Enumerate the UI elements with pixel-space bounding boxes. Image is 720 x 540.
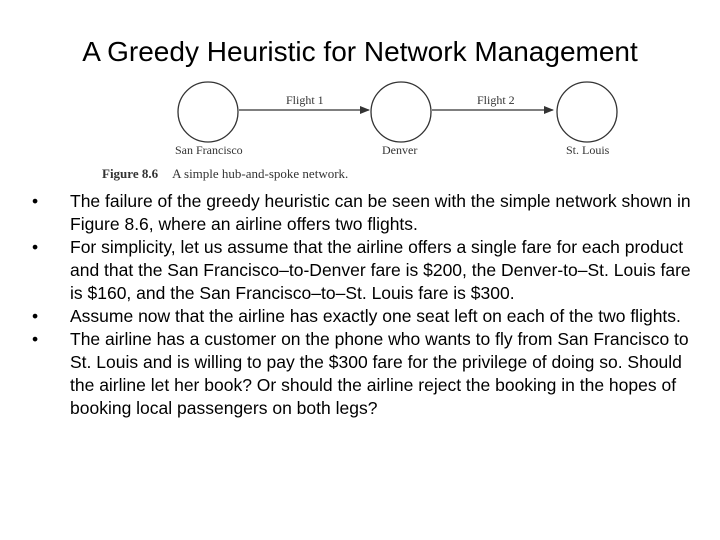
node-label-st-louis: St. Louis [566, 143, 610, 157]
bullet-item: • The failure of the greedy heuristic can be seen with the simple network shown in Figure 8.6, where an airline offers two flights. [28, 190, 700, 236]
edge-label-flight-1: Flight 1 [286, 93, 324, 107]
bullet-list [28, 190, 700, 420]
node-label-denver: Denver [382, 143, 418, 157]
bullet-item: • Assume now that the airline has exactly one seat left on each of the two flights. [28, 305, 700, 328]
hub-and-spoke-figure [0, 0, 720, 200]
node-st-louis [557, 82, 617, 142]
figure-caption [102, 166, 348, 182]
figure-number: Figure 8.6 [102, 166, 159, 181]
bullet-item: • For simplicity, let us assume that the airline offers a single fare for each product and that the San Francisco–to-Denver fare is $200, the Denver-to–St. Louis fare is $160, and the San Francisco–to–St. Louis fare is $300. [28, 236, 700, 305]
slide-title: A Greedy Heuristic for Network Management [82, 36, 638, 67]
node-denver [371, 82, 431, 142]
bullet-item: • The airline has a customer on the phone who wants to fly from San Francisco to St. Louis and is willing to pay the $300 fare for the privilege of doing so. Should the airline let her book? Or should the airline reject the booking in the hopes of booking local passengers on both legs? [28, 328, 700, 420]
figure-caption-text: A simple hub-and-spoke network. [172, 166, 349, 181]
node-san-francisco [178, 82, 238, 142]
edge-label-flight-2: Flight 2 [477, 93, 515, 107]
node-label-san-francisco: San Francisco [175, 143, 243, 157]
